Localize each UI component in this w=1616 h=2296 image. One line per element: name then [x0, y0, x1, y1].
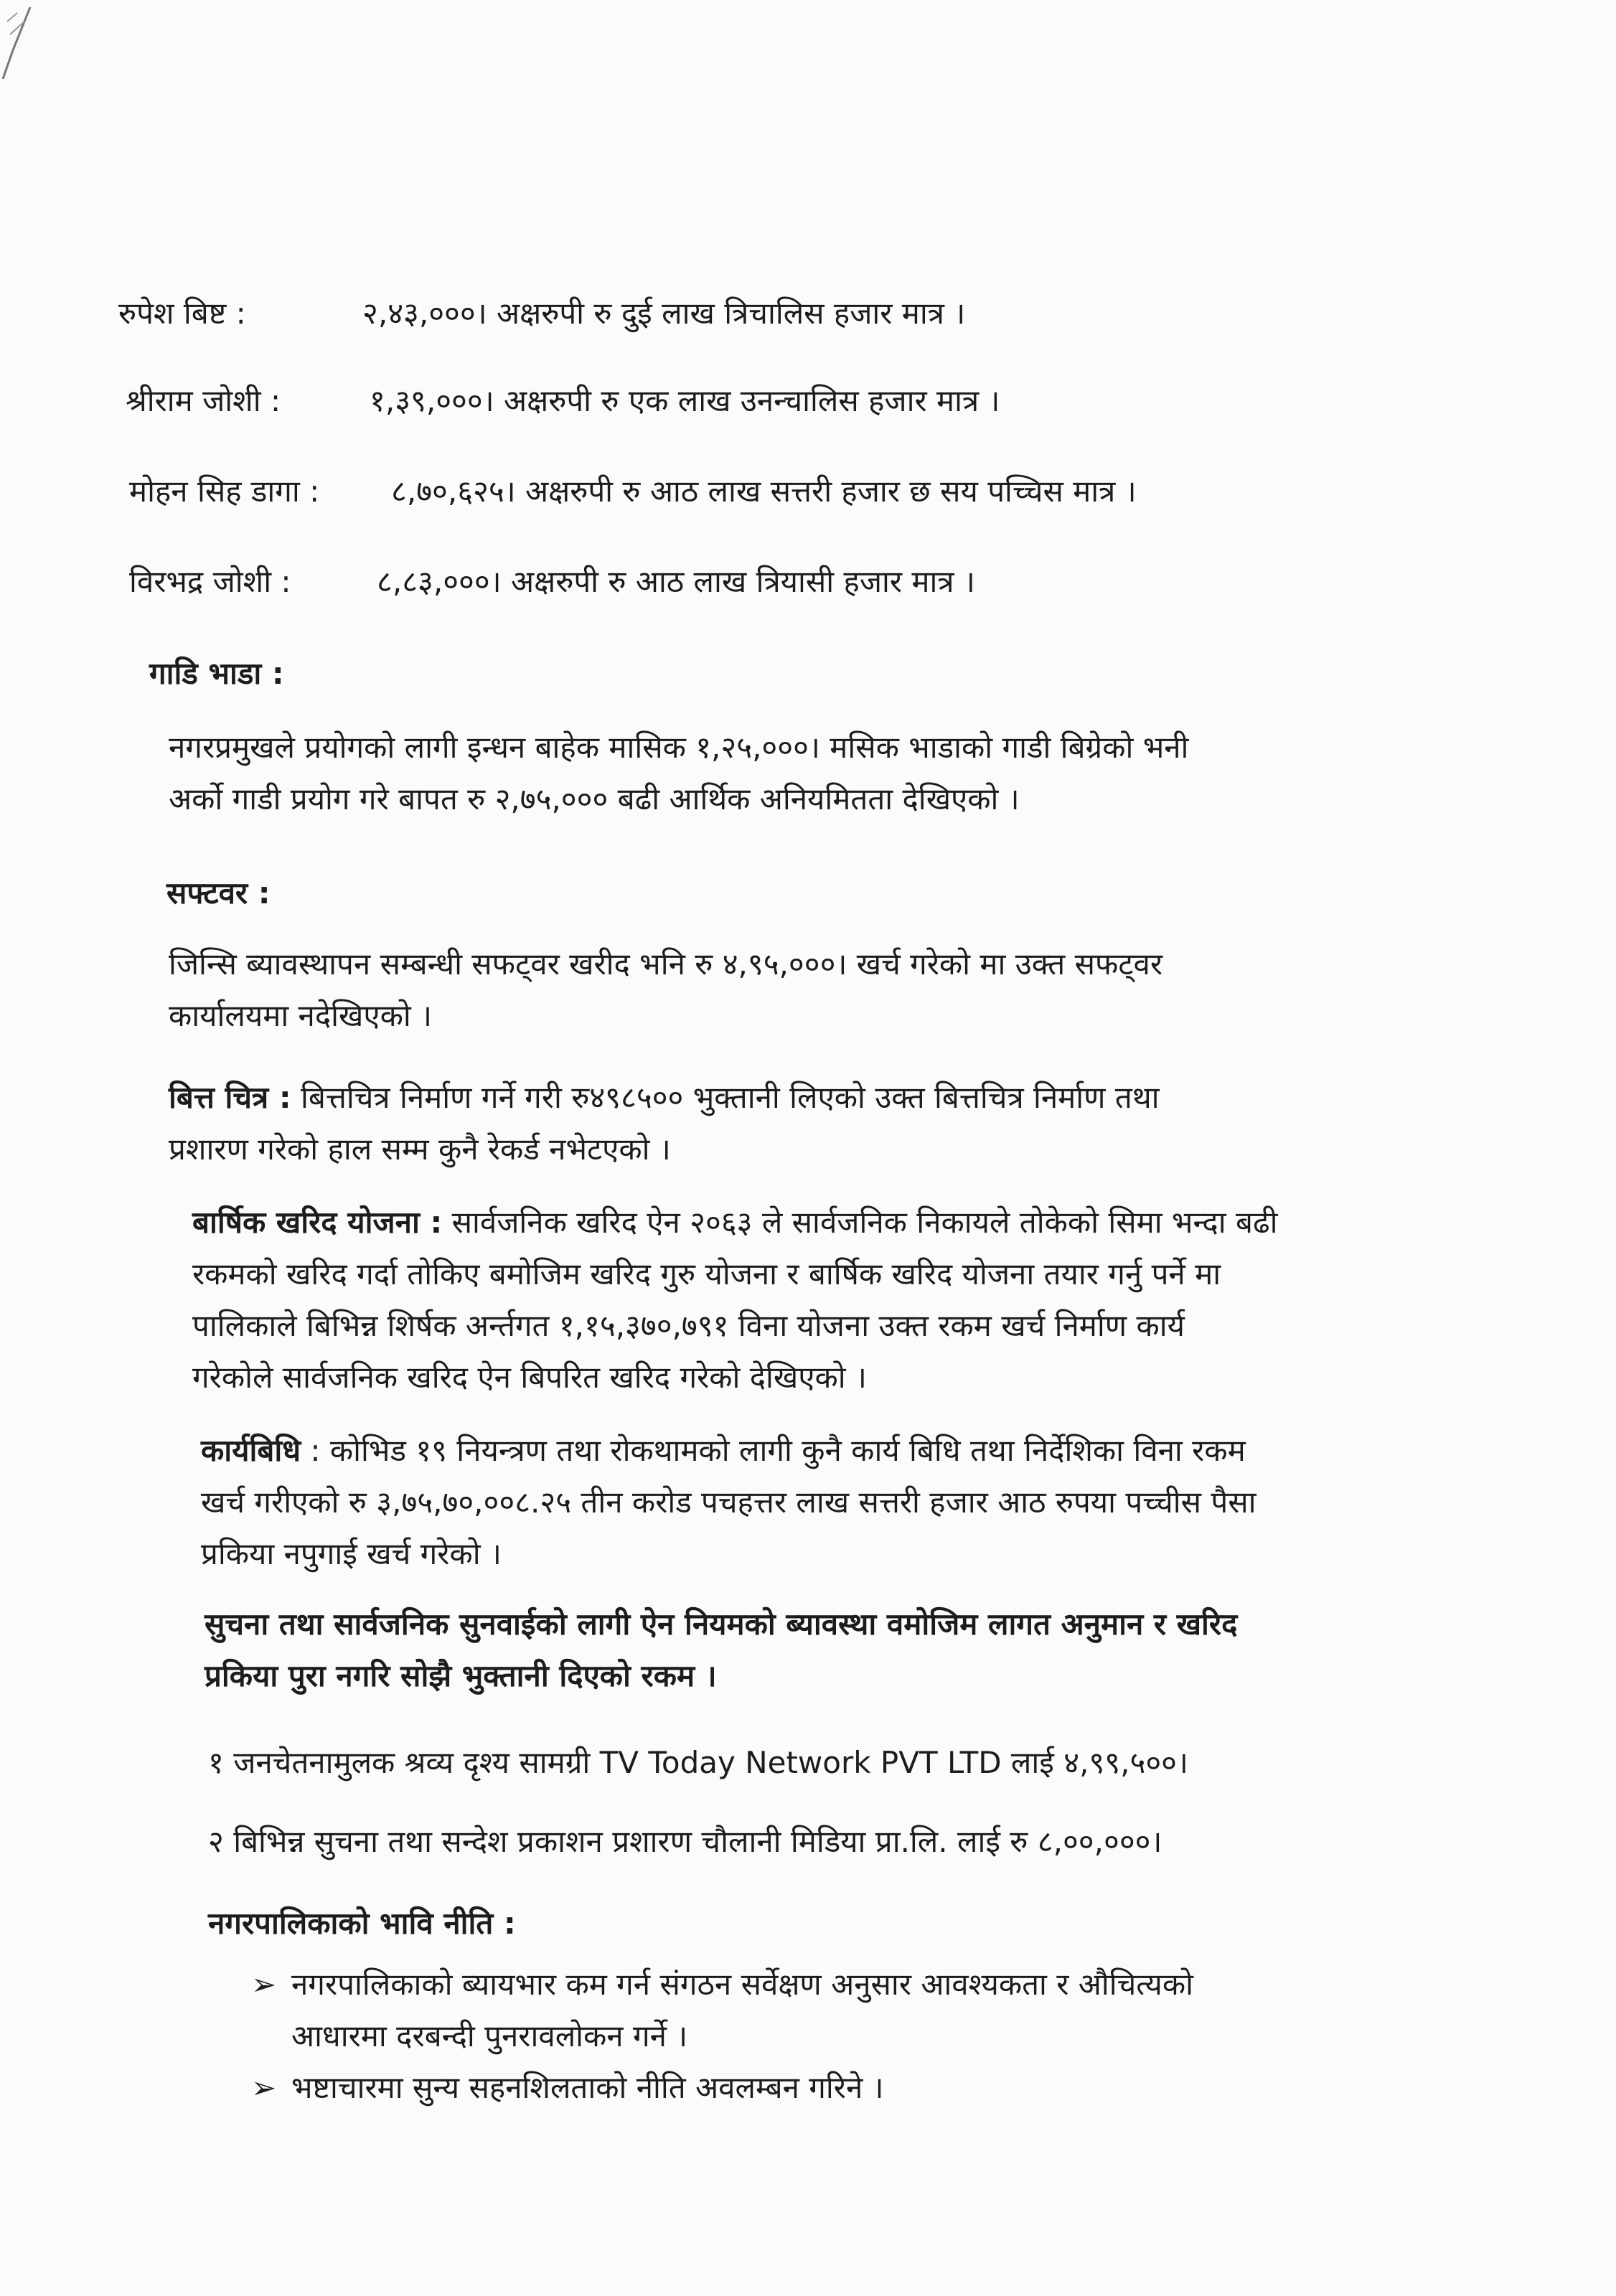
documentary-line: प्रशारण गरेको हाल सम्म कुनै रेकर्ड नभेटएको ।	[169, 1131, 671, 1167]
arrow-bullet-icon: ➢	[251, 1967, 277, 2002]
payment-item-2: २ बिभिन्न सुचना तथा सन्देश प्रकाशन प्रशारण चौलानी मिडिया प्रा.लि. लाई रु ८,००,०००।	[208, 1824, 1162, 1859]
payment-row-1	[118, 290, 965, 337]
public-hearing-paragraph	[205, 1599, 1237, 1702]
payment-detail: ८,८३,०००। अक्षरुपी रु आठ लाख त्रियासी हजार मात्र ।	[377, 564, 975, 599]
documentary-line: बित्तचित्र निर्माण गर्ने गरी रु४९८५०० भुक्तानी लिएको उक्त बित्तचित्र निर्माण तथा	[291, 1080, 1160, 1115]
policy-text: नगरपालिकाको ब्यायभार कम गर्न संगठन सर्वेक्षण अनुसार आवश्यकता र औचित्यको	[291, 1967, 1193, 2002]
policy-text: भष्टाचारमा सुन्य सहनशिलताको नीति अवलम्बन गरिने ।	[291, 2070, 884, 2105]
vehicle-paragraph	[169, 722, 1188, 825]
procedure-line: प्रकिया नपुगाई खर्च गरेको ।	[201, 1536, 502, 1571]
policy-bullet-1	[251, 1959, 1193, 2010]
procedure-line: खर्च गरीएको रु ३,७५,७०,००८.२५ तीन करोड पचहत्तर लाख सत्तरी हजार आठ रुपया पच्चीस पैसा	[201, 1485, 1256, 1520]
policy-bullet-2	[251, 2062, 1193, 2114]
payment-row-3	[129, 468, 1137, 515]
vehicle-heading: गाडि भाडा :	[149, 656, 284, 691]
payment-detail: २,४३,०००। अक्षरुपी रु दुई लाख त्रिचालिस हजार मात्र ।	[362, 296, 966, 331]
policy-text-continued: आधारमा दरबन्दी पुनरावलोकन गर्ने ।	[291, 2018, 688, 2053]
procedure-paragraph	[201, 1425, 1256, 1580]
annual-plan-label: बार्षिक खरिद योजना :	[192, 1205, 443, 1240]
public-hearing-line: सुचना तथा सार्वजनिक सुनवाईको लागी ऐन नियमको ब्यावस्था वमोजिम लागत अनुमान र खरिद	[205, 1606, 1238, 1642]
future-policy-list	[251, 1959, 1193, 2114]
payment-name: मोहन सिह डागा :	[129, 474, 320, 509]
annual-plan-line: सार्वजनिक खरिद ऐन २०६३ ले सार्वजनिक निकायले तोकेको सिमा भन्दा बढी	[442, 1205, 1278, 1240]
software-paragraph	[169, 938, 1162, 1042]
payment-detail: १,३९,०००। अक्षरुपी रु एक लाख उनन्चालिस हजार मात्र ।	[370, 383, 1000, 418]
documentary-label: बित्त चित्र :	[169, 1080, 291, 1115]
payment-name: रुपेश बिष्ट :	[118, 296, 246, 331]
annual-plan-line: पालिकाले बिभिन्न शिर्षक अर्न्तगत १,१५,३७०,७९१ विना योजना उक्त रकम खर्च निर्माण कार्य	[192, 1308, 1185, 1343]
payment-detail: ८,७०,६२५। अक्षरुपी रु आठ लाख सत्तरी हजार छ सय पच्चिस मात्र ।	[391, 474, 1137, 509]
annual-plan-paragraph	[192, 1197, 1277, 1403]
software-heading: सफ्टवर :	[166, 875, 271, 911]
annual-plan-line: रकमको खरिद गर्दा तोकिए बमोजिम खरिद गुरु योजना र बार्षिक खरिद योजना तयार गर्नु पर्ने मा	[192, 1256, 1221, 1292]
payment-row-2	[126, 377, 1000, 425]
arrow-bullet-icon: ➢	[251, 2070, 277, 2105]
software-line: कार्यालयमा नदेखिएको ।	[169, 998, 433, 1033]
software-line: जिन्सि ब्यावस्थापन सम्बन्धी सफट्वर खरीद भनि रु ४,९५,०००। खर्च गरेको मा उक्त सफट्वर	[169, 946, 1163, 982]
pen-stroke-mark	[0, 0, 43, 86]
procedure-line: : कोभिड १९ नियन्त्रण तथा रोकथामको लागी कुनै कार्य बिधि तथा निर्देशिका विना रकम	[301, 1433, 1246, 1468]
payment-name: विरभद्र जोशी :	[129, 564, 291, 599]
payment-row-4	[129, 558, 975, 606]
vehicle-line: नगरप्रमुखले प्रयोगको लागी इन्धन बाहेक मासिक १,२५,०००। मसिक भाडाको गाडी बिग्रेको भनी	[169, 730, 1189, 765]
procedure-label: कार्यबिधि	[201, 1433, 301, 1468]
payment-name: श्रीराम जोशी :	[126, 383, 281, 418]
vehicle-line: अर्को गाडी प्रयोग गरे बापत रु २,७५,००० बढी आर्थिक अनियमितता देखिएको ।	[169, 781, 1020, 817]
future-policy-heading: नगरपालिकाको भावि नीति :	[208, 1906, 516, 1941]
payment-item-1: १ जनचेतनामुलक श्रव्य दृश्य सामग्री TV Today Network PVT LTD लाई ४,९९,५००।	[208, 1745, 1188, 1780]
public-hearing-line: प्रकिया पुरा नगरि सोझै भुक्तानी दिएको रकम ।	[205, 1658, 717, 1693]
annual-plan-line: गरेकोले सार्वजनिक खरिद ऐन बिपरित खरिद गरेको देखिएको ।	[192, 1360, 867, 1395]
documentary-paragraph	[169, 1072, 1160, 1175]
